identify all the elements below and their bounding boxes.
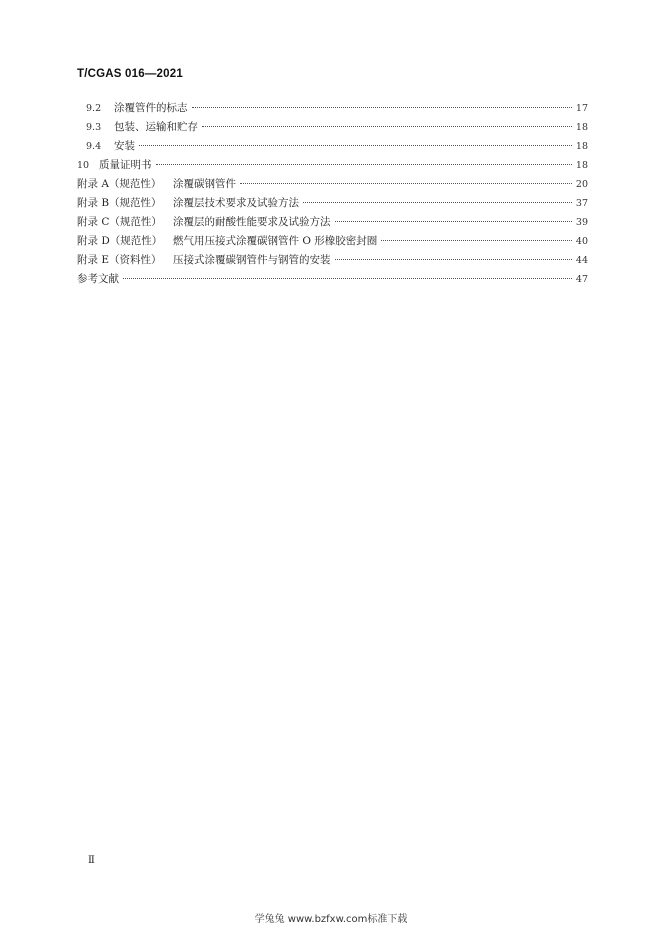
dot-leader [156,164,572,165]
toc-entry-page: 20 [575,179,588,190]
toc-entry-number: 9.3 [86,122,102,133]
toc-entry-title: 参考文献 [77,273,119,285]
toc-entry-label [77,251,331,270]
toc-entry-9-3[interactable] [77,118,588,137]
dot-leader [123,278,572,279]
toc-entry-title: 包装、运输和贮存 [114,121,198,133]
toc-entry-label [77,175,236,194]
toc-entry-page: 18 [575,141,588,152]
dot-leader [139,145,572,146]
toc-entry-title: 质量证明书 [99,159,152,171]
toc-entry-label [77,156,152,175]
toc-entry-9-4[interactable] [77,137,588,156]
dot-leader [335,259,572,260]
dot-leader [303,202,572,203]
toc-entry-number: 9.2 [86,103,102,114]
toc-entry-number: 9.4 [86,141,102,152]
dot-leader [335,221,572,222]
toc-entry-title: 燃气用压接式涂覆碳钢管件 O 形橡胶密封圈 [173,235,378,247]
toc-entry-number: 附录 C（规范性） [77,216,162,228]
toc-entry-annex-d[interactable] [77,232,588,251]
toc-entry-annex-e[interactable] [77,251,588,270]
site-watermark: 学兔兔 www.bzfxw.com标准下载 [254,914,408,925]
toc-entry-label [77,270,119,289]
table-of-contents [77,99,588,289]
toc-entry-title: 涂覆层技术要求及试验方法 [173,197,299,209]
dot-leader [202,126,572,127]
toc-entry-title: 压接式涂覆碳钢管件与钢管的安装 [173,254,331,266]
toc-entry-number: 附录 D（规范性） [77,235,163,247]
toc-entry-page: 39 [575,217,588,228]
dot-leader [240,183,572,184]
toc-entry-label [77,137,135,156]
toc-entry-page: 18 [575,160,588,171]
toc-entry-label [77,99,188,118]
dot-leader [192,107,572,108]
toc-entry-label [77,213,331,232]
page-number-roman: Ⅱ [88,855,95,866]
toc-entry-title: 涂覆管件的标志 [114,102,188,114]
standard-code-header: T/CGAS 016—2021 [77,68,183,80]
toc-entry-number: 附录 B（规范性） [77,197,162,209]
toc-entry-annex-b[interactable] [77,194,588,213]
toc-entry-annex-c[interactable] [77,213,588,232]
toc-entry-number: 附录 E（资料性） [77,254,162,266]
toc-entry-page: 44 [575,255,588,266]
toc-entry-number: 10 [77,160,90,171]
toc-entry-page: 17 [575,103,588,114]
toc-entry-title: 安装 [114,140,135,152]
toc-entry-page: 37 [575,198,588,209]
toc-entry-page: 18 [575,122,588,133]
toc-entry-references[interactable] [77,270,588,289]
toc-entry-label [77,118,198,137]
dot-leader [381,240,572,241]
toc-entry-10[interactable] [77,156,588,175]
toc-entry-title: 涂覆层的耐酸性能要求及试验方法 [173,216,331,228]
toc-entry-annex-a[interactable] [77,175,588,194]
toc-entry-label [77,232,377,251]
toc-entry-label [77,194,299,213]
toc-entry-number: 附录 A（规范性） [77,178,162,190]
toc-entry-9-2[interactable] [77,99,588,118]
toc-entry-page: 40 [575,236,588,247]
toc-entry-title: 涂覆碳钢管件 [173,178,236,190]
toc-entry-page: 47 [575,274,588,285]
